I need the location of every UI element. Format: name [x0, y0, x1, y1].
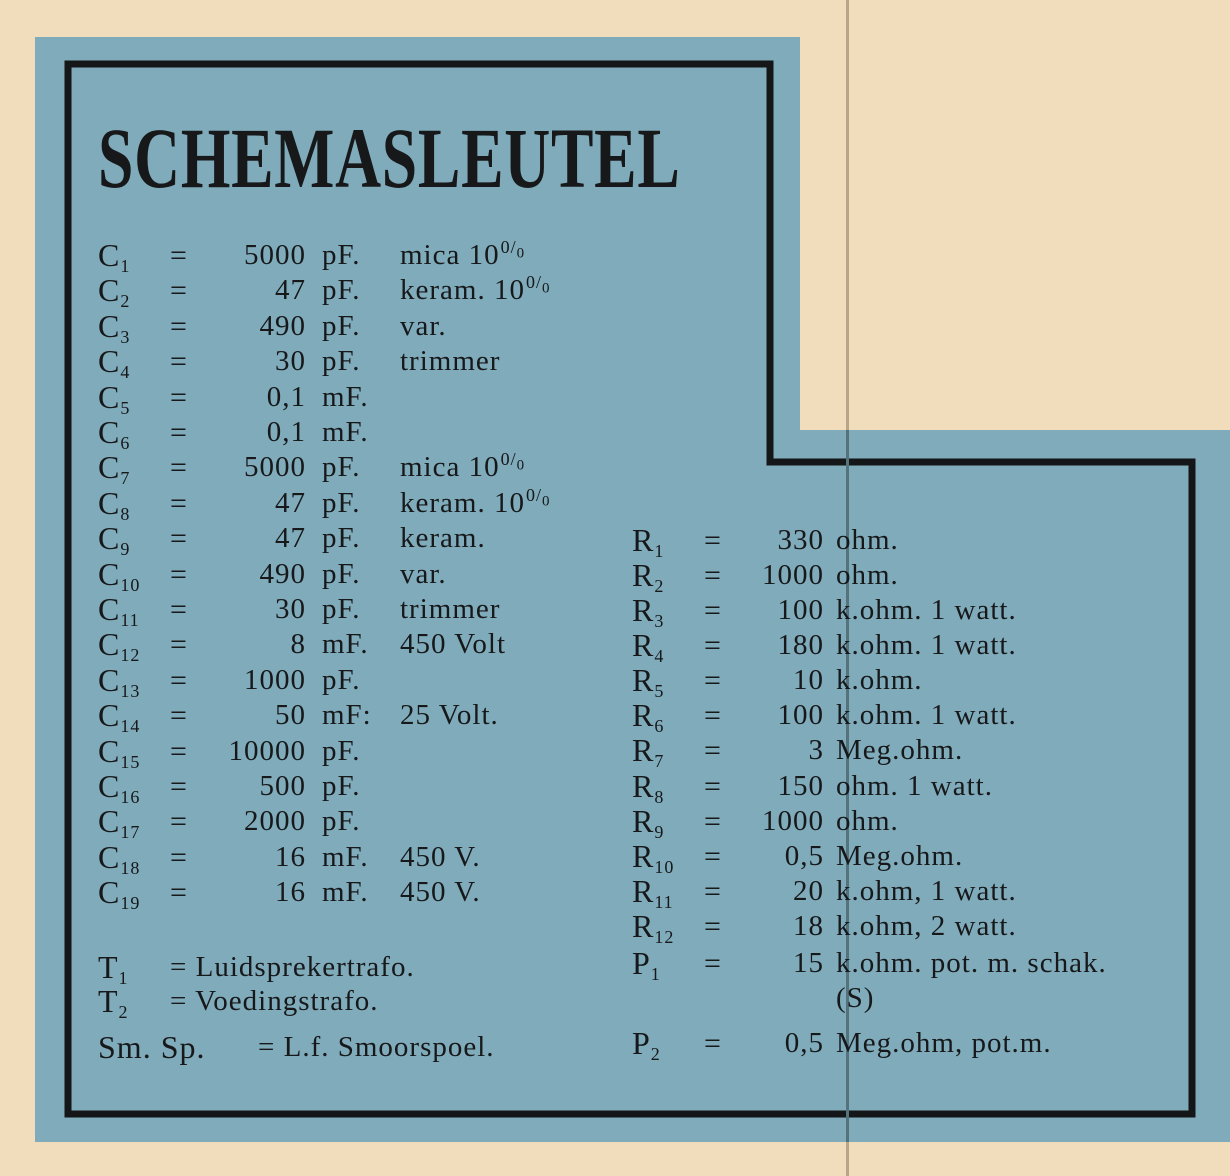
component-symbol: $R_{12}$ — [632, 908, 675, 947]
equals-sign: = — [704, 1027, 722, 1060]
capacitor-value: 490 — [259, 309, 306, 342]
equals-sign: = — [170, 734, 188, 768]
component-index: 2 — [650, 1044, 661, 1064]
resistor-description: k.ohm, 2 watt. — [836, 910, 1017, 942]
resistor-description: k.ohm. pot. m. schak. — [836, 947, 1107, 979]
equals-sign: = — [704, 770, 722, 803]
capacitor-value: 50 — [275, 699, 306, 732]
capacitor-unit: mF. — [322, 416, 369, 448]
capacitor-unit: pF. — [322, 274, 361, 307]
capacitor-description: mica $100/_0$ — [400, 449, 526, 484]
component-index: 8 — [120, 503, 131, 524]
resistor-value: 3 — [808, 734, 824, 766]
resistor-description: Meg.ohm. — [836, 734, 964, 766]
percent-bottom: 0 — [541, 493, 551, 510]
resistor-value: 180 — [777, 629, 824, 661]
equals-sign: = — [704, 559, 722, 592]
component-symbol: $C_{14}$ — [98, 697, 141, 737]
resistor-description: ohm. — [836, 524, 899, 556]
component-symbol: $R_9$ — [632, 803, 665, 842]
equals-sign: = — [170, 309, 188, 343]
component-symbol: $R_1$ — [632, 522, 665, 561]
capacitor-unit: pF. — [322, 663, 361, 696]
component-symbol: $C_{15}$ — [98, 732, 141, 772]
component-symbol: $C_8$ — [98, 484, 131, 524]
percent-top: 0 — [525, 484, 536, 505]
equals-sign: = — [170, 876, 188, 910]
equals-sign: = — [704, 947, 722, 980]
capacitor-unit: pF. — [322, 239, 361, 271]
resistor-value: 20 — [793, 875, 824, 907]
component-index: 1 — [118, 968, 129, 988]
capacitor-value: 1000 — [244, 663, 306, 696]
resistor-description: ohm. — [836, 805, 899, 837]
capacitor-value: 8 — [290, 628, 306, 661]
capacitor-description: keram. $100/_0$ — [400, 484, 551, 519]
component-index: 8 — [654, 787, 665, 807]
capacitor-unit: mF. — [322, 380, 369, 413]
resistor-description: ohm. — [836, 559, 899, 591]
capacitor-unit: mF. — [322, 876, 369, 909]
equals-sign: = — [170, 451, 188, 485]
equals-sign: = — [704, 840, 722, 873]
component-index: 4 — [654, 646, 665, 666]
component-symbol: $T_2$ — [98, 983, 129, 1022]
component-index: 1 — [650, 964, 661, 984]
capacitor-description: mica $100/_0$ — [400, 237, 526, 271]
component-index: 14 — [120, 716, 141, 737]
component-index: 2 — [120, 291, 131, 312]
component-index: 5 — [654, 681, 665, 701]
component-symbol: $C_9$ — [98, 520, 131, 560]
resistor-value: 1000 — [762, 805, 824, 837]
equals-sign: = — [704, 734, 722, 767]
percent-sign: $0/_0$ — [500, 237, 526, 262]
component-index: 10 — [654, 857, 675, 877]
capacitor-unit: pF. — [322, 486, 361, 519]
component-description: = Voedingstrafo. — [170, 985, 379, 1017]
equals-sign: = — [170, 274, 188, 308]
percent-bottom: 0 — [516, 245, 526, 262]
resistor-value: 0,5 — [784, 840, 824, 872]
resistor-description: Meg.ohm. — [836, 840, 964, 872]
component-symbol: $C_{17}$ — [98, 803, 141, 843]
capacitor-description: 450 Volt — [400, 628, 507, 661]
capacitor-value: 5000 — [244, 451, 306, 484]
capacitor-description: keram. — [400, 522, 486, 555]
component-symbol: $C_{18}$ — [98, 838, 141, 878]
capacitor-description: keram. $100/_0$ — [400, 272, 551, 307]
component-symbol: Sm. Sp. — [98, 1029, 206, 1065]
equals-sign: = — [704, 594, 722, 627]
component-symbol: $C_{13}$ — [98, 661, 141, 701]
component-symbol: $C_{19}$ — [98, 874, 141, 914]
resistor-value: 18 — [793, 910, 824, 942]
percent-bottom: 0 — [541, 280, 551, 297]
component-index: 12 — [120, 645, 141, 666]
percent-top: 0 — [525, 272, 536, 293]
component-index: 11 — [654, 892, 674, 912]
component-index: 16 — [120, 787, 141, 807]
component-symbol: $C_4$ — [98, 343, 131, 383]
resistor-description: k.ohm. 1 watt. — [836, 699, 1017, 731]
equals-sign: = — [170, 805, 188, 839]
percent-sign: $0/_0$ — [525, 272, 551, 297]
resistor-value: 1000 — [762, 559, 824, 591]
equals-sign: = — [170, 840, 188, 874]
capacitor-value: 47 — [275, 274, 306, 307]
component-symbol: $C_3$ — [98, 307, 131, 347]
capacitor-value: 0,1 — [266, 380, 306, 413]
equals-sign: = — [704, 629, 722, 662]
component-description: = Luidsprekertrafo. — [170, 951, 415, 983]
component-symbol: $P_1$ — [632, 945, 661, 984]
resistor-description: ohm. 1 watt. — [836, 770, 993, 802]
equals-sign: = — [170, 416, 188, 449]
component-index: 3 — [120, 326, 131, 347]
component-index: 11 — [120, 610, 140, 630]
page-title: SCHEMASLEUTEL — [98, 110, 681, 206]
component-index: 15 — [120, 751, 141, 772]
capacitor-value: 490 — [259, 557, 306, 590]
capacitor-description: trimmer — [400, 345, 501, 378]
equals-sign: = — [704, 664, 722, 697]
component-index: 6 — [654, 716, 665, 736]
equals-sign: = — [704, 910, 722, 943]
component-symbol: $C_1$ — [98, 237, 131, 276]
capacitor-unit: pF. — [322, 345, 361, 378]
capacitor-value: 30 — [275, 593, 306, 625]
capacitor-value: 500 — [259, 770, 306, 802]
component-symbol: $C_2$ — [98, 272, 131, 312]
equals-sign: = — [704, 875, 722, 908]
component-index: 18 — [120, 857, 141, 878]
capacitor-value: 10000 — [228, 734, 306, 767]
equals-sign: = — [170, 345, 188, 379]
equals-sign: = — [704, 805, 722, 838]
component-symbol: $R_{10}$ — [632, 838, 675, 877]
component-symbol: $C_6$ — [98, 414, 131, 453]
component-index: 7 — [654, 751, 665, 771]
equals-sign: = — [170, 380, 188, 414]
equals-sign: = — [170, 522, 188, 556]
equals-sign: = — [704, 524, 722, 557]
resistor-description: k.ohm. 1 watt. — [836, 594, 1017, 626]
capacitor-unit: pF. — [322, 734, 361, 767]
equals-sign: = — [170, 593, 188, 626]
resistor-value: 100 — [777, 594, 824, 626]
capacitor-value: 16 — [275, 840, 306, 873]
capacitor-unit: pF. — [322, 522, 361, 555]
capacitor-description: 25 Volt. — [400, 699, 499, 732]
component-index: 9 — [654, 822, 665, 842]
capacitor-value: 0,1 — [266, 416, 306, 448]
percent-sign: $0/_0$ — [500, 449, 526, 474]
component-symbol: $T_1$ — [98, 949, 129, 988]
component-index: 7 — [120, 468, 131, 489]
capacitor-unit: mF: — [322, 699, 372, 732]
resistor-value: 330 — [777, 524, 824, 556]
component-symbol: $R_6$ — [632, 697, 665, 736]
component-symbol: $R_5$ — [632, 662, 665, 701]
resistor-value: 15 — [793, 947, 824, 979]
capacitor-value: 30 — [275, 345, 306, 378]
component-index: 9 — [120, 539, 131, 560]
capacitor-unit: mF. — [322, 840, 369, 873]
component-symbol: $C_{12}$ — [98, 626, 141, 666]
equals-sign: = — [170, 770, 188, 803]
component-symbol: $C_7$ — [98, 449, 131, 489]
capacitor-description: 450 V. — [400, 840, 481, 873]
resistor-description: (S) — [836, 982, 875, 1014]
component-index: 6 — [120, 433, 131, 453]
component-symbol: $C_{11}$ — [98, 591, 140, 630]
capacitor-value: 47 — [275, 522, 306, 555]
component-symbol: $R_8$ — [632, 768, 665, 807]
resistor-value: 10 — [793, 664, 824, 696]
capacitor-value: 5000 — [244, 239, 306, 271]
equals-sign: = — [170, 699, 188, 733]
component-symbol: $R_{11}$ — [632, 873, 674, 912]
capacitor-description: trimmer — [400, 593, 501, 625]
resistor-description: k.ohm. — [836, 664, 923, 696]
component-index: 4 — [120, 362, 131, 383]
component-index: 19 — [120, 893, 141, 914]
capacitor-unit: pF. — [322, 805, 361, 838]
component-index: 1 — [120, 256, 131, 276]
resistor-description: k.ohm. 1 watt. — [836, 629, 1017, 661]
capacitor-value: 47 — [275, 486, 306, 519]
equals-sign: = — [170, 628, 188, 662]
component-index: 3 — [654, 611, 665, 631]
component-symbol: $R_7$ — [632, 732, 665, 771]
capacitor-description: var. — [400, 309, 447, 342]
capacitor-unit: pF. — [322, 593, 361, 625]
equals-sign: = — [170, 663, 188, 697]
component-description: = L.f. Smoorspoel. — [258, 1031, 495, 1063]
capacitor-unit: pF. — [322, 770, 361, 802]
capacitor-description: 450 V. — [400, 876, 481, 909]
capacitor-unit: pF. — [322, 557, 361, 590]
capacitor-unit: pF. — [322, 451, 361, 484]
capacitor-value: 2000 — [244, 805, 306, 838]
component-index: 5 — [120, 397, 131, 418]
capacitor-value: 16 — [275, 876, 306, 909]
resistor-description: k.ohm, 1 watt. — [836, 875, 1017, 907]
component-index: 13 — [120, 680, 141, 701]
component-symbol: $P_2$ — [632, 1025, 661, 1064]
equals-sign: = — [704, 699, 722, 732]
capacitor-unit: pF. — [322, 309, 361, 342]
component-index: 2 — [654, 576, 665, 596]
component-index: 2 — [118, 1002, 129, 1022]
component-symbol: $C_5$ — [98, 378, 131, 418]
percent-sign: $0/_0$ — [525, 484, 551, 510]
component-index: 12 — [654, 927, 675, 947]
component-symbol: $R_2$ — [632, 557, 665, 596]
resistor-description: Meg.ohm, pot.m. — [836, 1027, 1052, 1059]
equals-sign: = — [170, 486, 188, 520]
resistor-value: 100 — [777, 699, 824, 731]
resistor-value: 0,5 — [784, 1027, 824, 1059]
capacitor-description: var. — [400, 557, 447, 590]
component-symbol: $R_3$ — [632, 592, 665, 631]
component-symbol: $C_{10}$ — [98, 555, 141, 595]
percent-bottom: 0 — [516, 457, 526, 474]
component-index: 10 — [120, 574, 141, 595]
component-index: 1 — [654, 541, 665, 561]
equals-sign: = — [170, 239, 188, 272]
component-symbol: $C_{16}$ — [98, 768, 141, 807]
percent-top: 0 — [500, 449, 511, 470]
equals-sign: = — [170, 557, 188, 591]
component-index: 17 — [120, 822, 141, 843]
capacitor-unit: mF. — [322, 628, 369, 661]
percent-top: 0 — [500, 237, 511, 257]
resistor-value: 150 — [777, 770, 824, 802]
component-symbol: $R_4$ — [632, 627, 665, 666]
